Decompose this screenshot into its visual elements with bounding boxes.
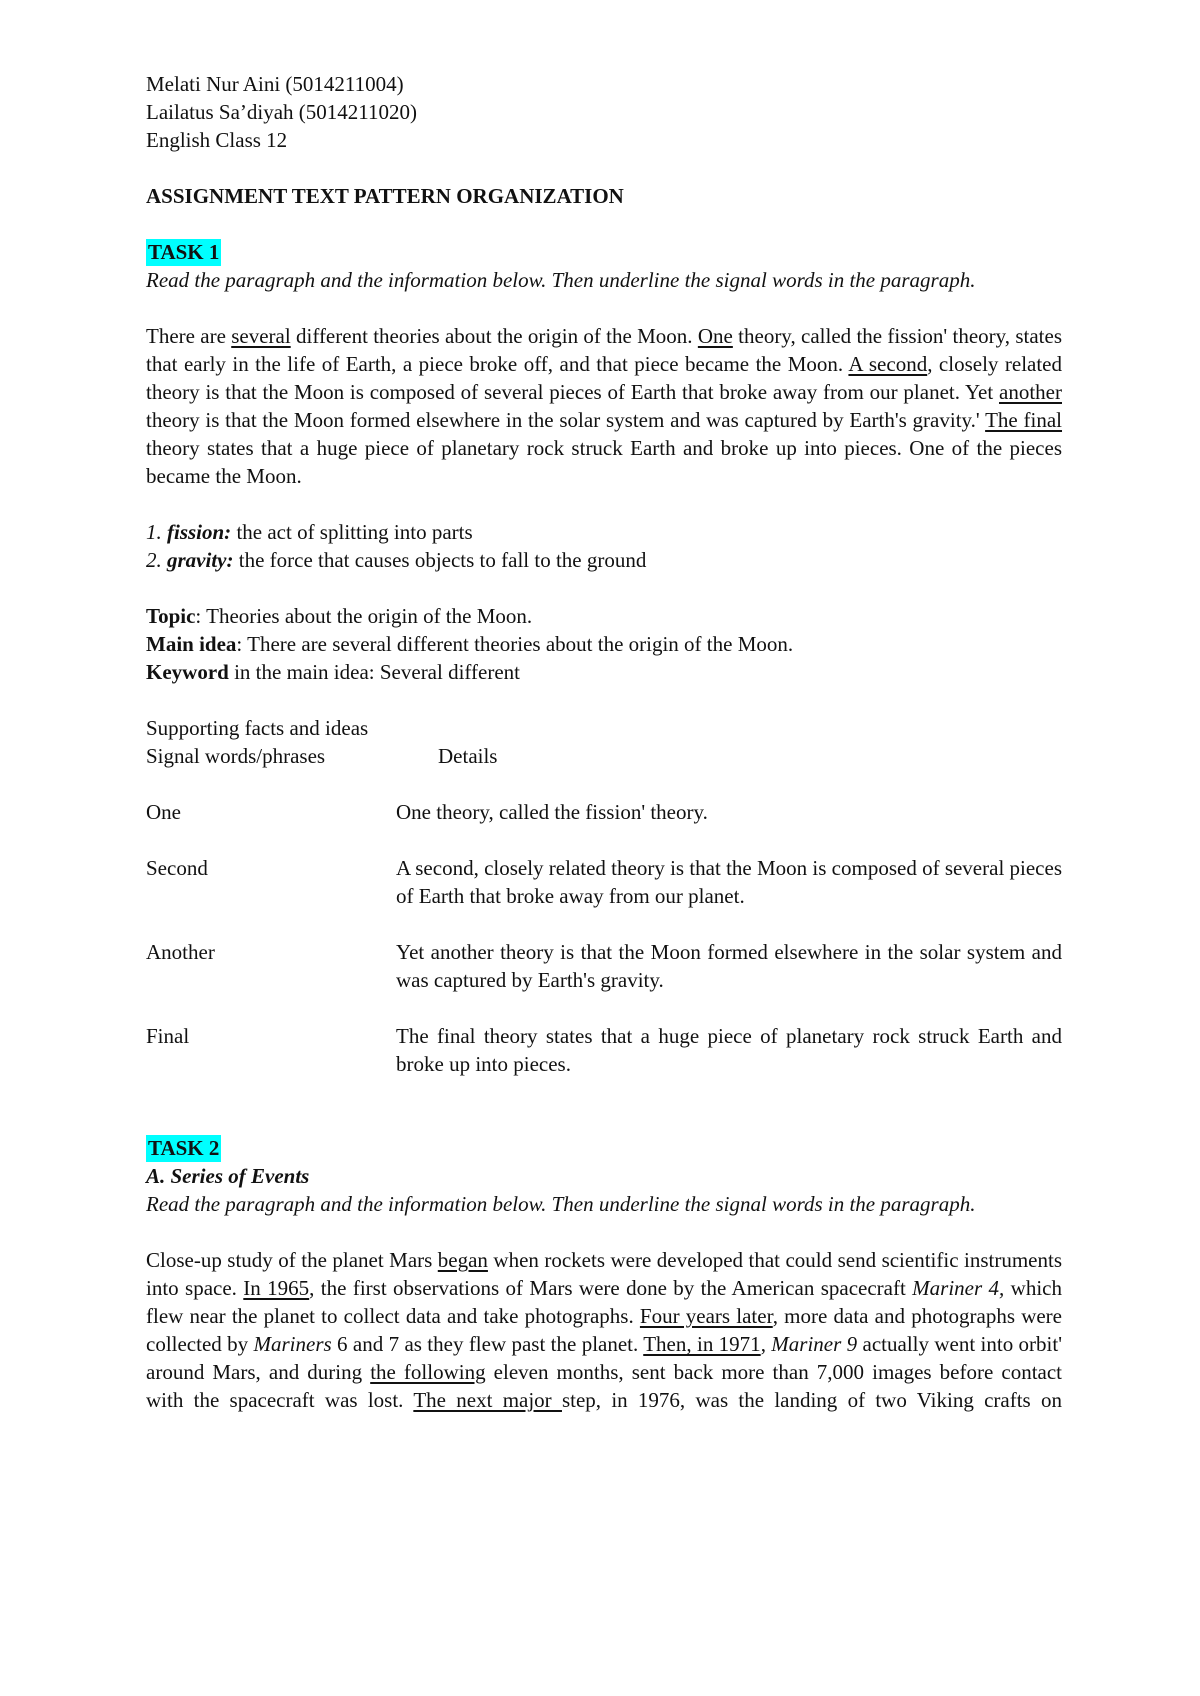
task-2-instruction: Read the paragraph and the information below. Then underline the signal words in the paragraph. xyxy=(146,1192,976,1216)
signal-table-header xyxy=(146,742,1062,770)
signal-word: The final xyxy=(985,408,1063,432)
task-2-subheading: A. Series of Events xyxy=(146,1164,310,1188)
document-title: ASSIGNMENT TEXT PATTERN ORGANIZATION xyxy=(146,184,624,208)
table-row xyxy=(146,1022,1062,1078)
signal-word: another xyxy=(999,380,1062,404)
detail-cell: One theory, called the fission' theory. xyxy=(396,800,708,824)
topic-line: Topic: Theories about the origin of the Moon. xyxy=(146,604,533,628)
signal-word: began xyxy=(437,1248,488,1272)
signal-cell: Second xyxy=(146,856,208,880)
main-idea-line: Main idea: There are several different theories about the origin of the Moon. xyxy=(146,632,794,656)
table-row xyxy=(146,938,1062,994)
task-2-badge: TASK 2 xyxy=(148,1136,220,1160)
signal-cell: One xyxy=(146,800,181,824)
glossary-item: 1. fission: the act of splitting into parts xyxy=(146,520,473,544)
supporting-heading: Supporting facts and ideas xyxy=(146,716,369,740)
task-1-paragraph: There are several different theories about the origin of the Moon. One theory, called the fission' theory, states that early in the life of Earth, a piece broke off, and that piece became the Moon. A second, closely related theory is that the Moon is composed of several pieces of Earth that broke away from our planet. Yet another theory is that the Moon formed elsewhere in the solar system and was captured by Earth's gravity.' The final theory states that a huge piece of planetary rock struck Earth and broke up into pieces. One of the pieces became the Moon. xyxy=(146,324,1063,488)
signal-word: The next major xyxy=(413,1388,562,1412)
table-row xyxy=(146,798,1062,826)
col-signal-header: Signal words/phrases xyxy=(146,744,326,768)
task-1-instruction: Read the paragraph and the information below. Then underline the signal words in the paragraph. xyxy=(146,268,976,292)
signal-word: Four years later xyxy=(639,1304,773,1328)
detail-cell: The final theory states that a huge piece of planetary rock struck Earth and broke up into pieces. xyxy=(396,1024,1062,1076)
signal-word: In 1965 xyxy=(243,1276,310,1300)
signal-word: A second xyxy=(848,352,928,376)
class-label: English Class 12 xyxy=(146,128,288,152)
author-2: Lailatus Sa’diyah (5014211020) xyxy=(146,100,418,124)
signal-word: Then, in 1971 xyxy=(643,1332,761,1356)
signal-word: the following xyxy=(370,1360,486,1384)
document-page xyxy=(146,70,1062,1414)
task-1-badge: TASK 1 xyxy=(148,240,220,264)
signal-cell: Another xyxy=(146,940,215,964)
keyword-line: Keyword in the main idea: Several different xyxy=(146,660,520,684)
table-row xyxy=(146,854,1062,910)
detail-cell: Yet another theory is that the Moon formed elsewhere in the solar system and was captured by Earth's gravity. xyxy=(396,940,1062,992)
author-1: Melati Nur Aini (5014211004) xyxy=(146,72,404,96)
detail-cell: A second, closely related theory is that the Moon is composed of several pieces of Earth that broke away from our planet. xyxy=(396,856,1062,908)
signal-word: several xyxy=(231,324,291,348)
glossary-item: 2. gravity: the force that causes objects to fall to the ground xyxy=(146,548,647,572)
col-details-header: Details xyxy=(438,744,498,768)
signal-cell: Final xyxy=(146,1024,190,1048)
task-2-paragraph: Close-up study of the planet Mars began when rockets were developed that could send scientific instruments into space. In 1965, the first observations of Mars were done by the American spacecraft Mariner 4, which flew near the planet to collect data and take photographs. Four years later, more data and photographs were collected by Mariners 6 and 7 as they flew past the planet. Then, in 1971, Mariner 9 actually went into orbit' around Mars, and during the following eleven months, sent back more than 7,000 images before contact with the spacecraft was lost. The next major step, in 1976, was the landing of two Viking crafts on xyxy=(146,1248,1063,1412)
signal-word: One xyxy=(697,324,733,348)
